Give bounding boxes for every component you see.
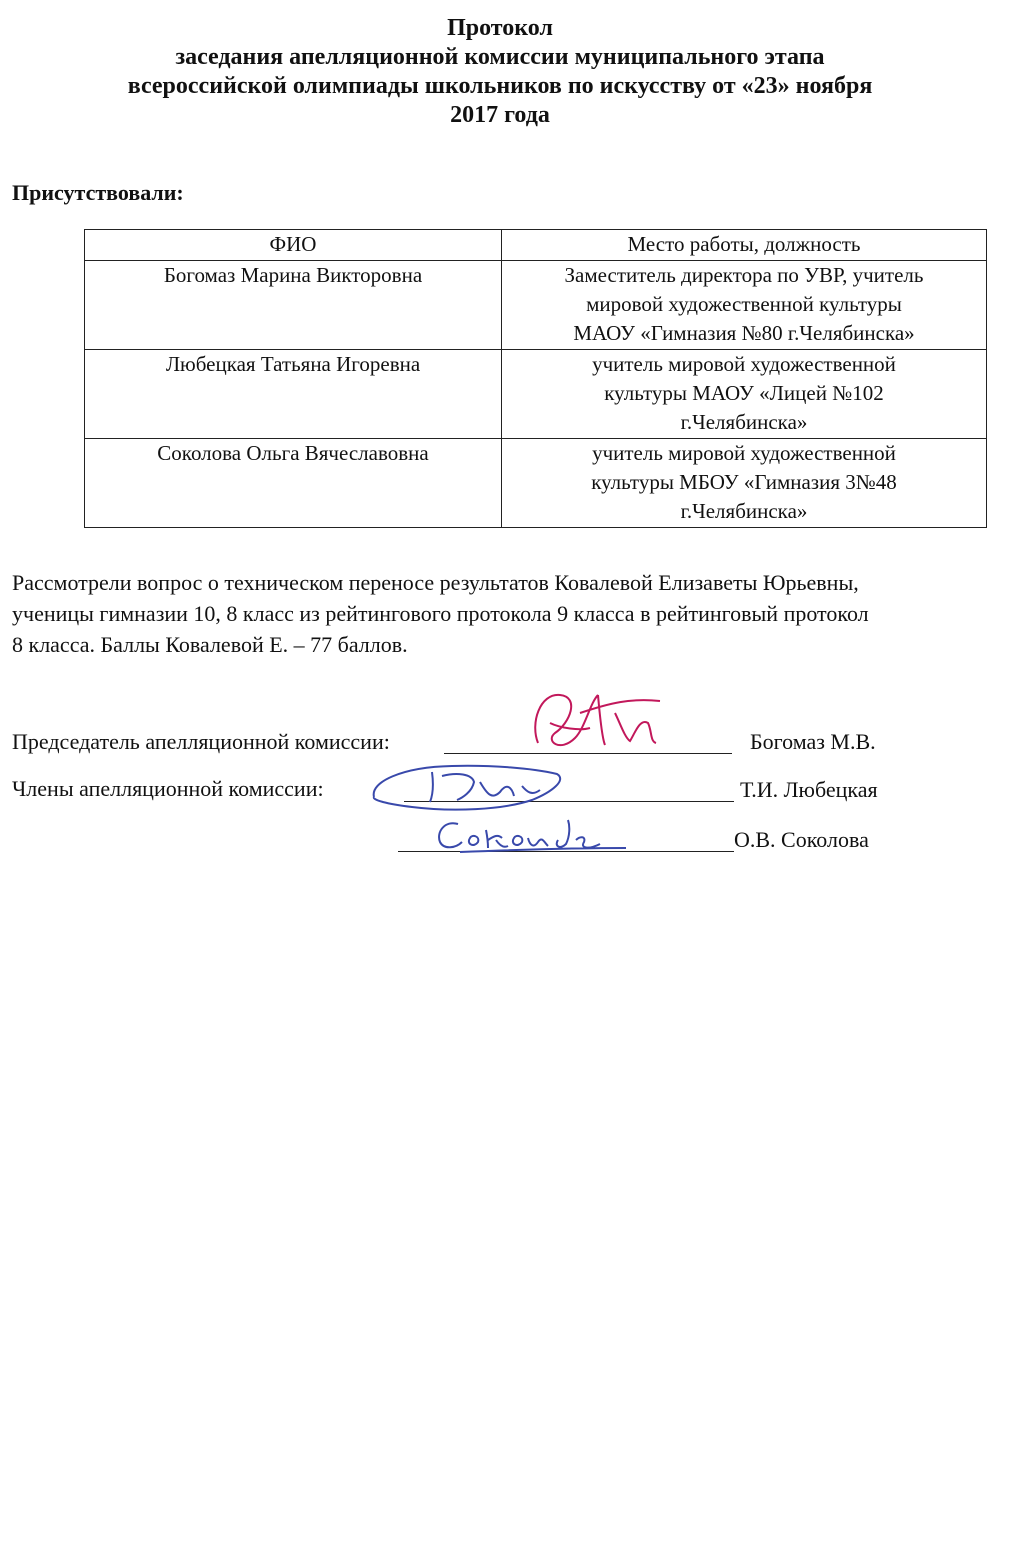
place-line: Заместитель директора по УВР, учитель [564, 263, 924, 287]
row-place [502, 439, 987, 528]
paragraph-line: Рассмотрели вопрос о техническом переносе результатов Ковалевой Елизаветы Юрьевны, [12, 570, 859, 595]
place-line: МАОУ «Гимназия №80 г.Челябинска» [573, 321, 915, 345]
member2-signature-image [430, 812, 630, 857]
title-line-4: 2017 года [450, 102, 550, 128]
header-fio: ФИО [85, 230, 502, 261]
decision-paragraph [12, 567, 1012, 660]
table-row [85, 261, 987, 350]
paragraph-line: ученицы гимназии 10, 8 класс из рейтингового протокола 9 класса в рейтинговый протокол [12, 601, 869, 626]
row-fio: Соколова Ольга Вячеславовна [85, 439, 502, 528]
header-place: Место работы, должность [502, 230, 987, 261]
chair-label: Председатель апелляционной комиссии: [12, 729, 390, 754]
document-title [0, 14, 1000, 130]
chair-signature-image [520, 683, 670, 763]
title-line-3: всероссийской олимпиады школьников по искусству от «23» ноября [127, 73, 873, 99]
table-row [85, 350, 987, 439]
title-line-1: Протокол [447, 15, 553, 41]
place-line: учитель мировой художественной [592, 441, 896, 465]
place-line: мировой художественной культуры [586, 292, 902, 316]
members-table [84, 229, 987, 528]
place-line: учитель мировой художественной [592, 352, 896, 376]
place-line: г.Челябинска» [680, 499, 808, 523]
place-line: г.Челябинска» [680, 410, 808, 434]
place-line: культуры МБОУ «Гимназия 3№48 [591, 470, 897, 494]
table-header-row [85, 230, 987, 261]
place-line: культуры МАОУ «Лицей №102 [604, 381, 884, 405]
chair-name: Богомаз М.В. [750, 729, 876, 754]
title-line-2: заседания апелляционной комиссии муниципального этапа [175, 44, 825, 70]
member2-name: О.В. Соколова [734, 827, 869, 852]
paragraph-line: 8 класса. Баллы Ковалевой Е. – 77 баллов. [12, 632, 408, 657]
table-row [85, 439, 987, 528]
row-fio: Богомаз Марина Викторовна [85, 261, 502, 350]
row-place [502, 261, 987, 350]
members-label: Члены апелляционной комиссии: [12, 776, 324, 801]
present-label: Присутствовали: [12, 180, 184, 205]
row-place [502, 350, 987, 439]
row-fio: Любецкая Татьяна Игоревна [85, 350, 502, 439]
member1-name: Т.И. Любецкая [740, 777, 878, 802]
